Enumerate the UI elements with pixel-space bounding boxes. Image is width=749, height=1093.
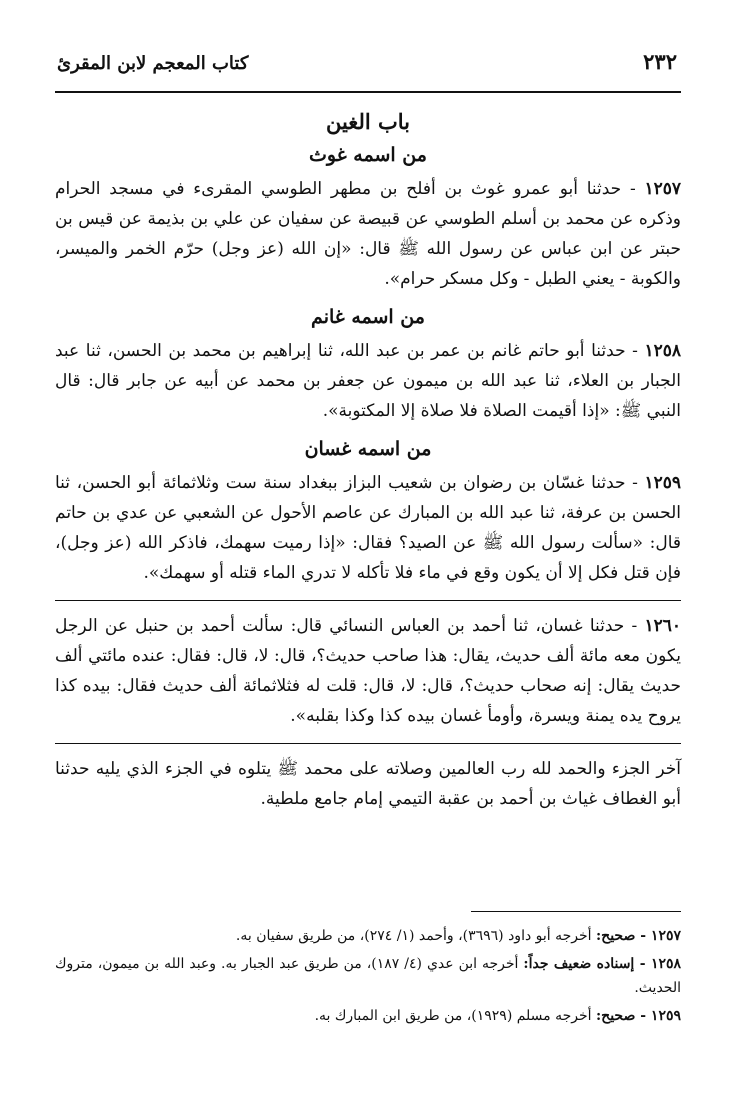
footnote-number: ١٢٥٨ (650, 956, 682, 972)
hadith-number: ١٢٥٨ (644, 341, 681, 361)
footnote-text: أخرجه أبو داود (٣٦٩٦)، وأحمد (١/ ٢٧٤)، من طريق سفيان به. (235, 928, 596, 944)
hadith-text: - حدثنا أبو حاتم غانم بن عمر بن عبد الله، ثنا إبراهيم بن محمد بن الحسن، ثنا عبد الجبار بن العلاء، ثنا عبد الله بن ميمون عن جعفر بن محمد عن أبيه عن جابر قال: قال النبي ﷺ: «إذا أقيمت الصلاة فلا صلاة إلا المكتوبة». (55, 341, 681, 421)
section-heading: من اسمه غانم (311, 306, 425, 328)
hadith-text: - حدثنا غسّان بن رضوان بن شعيب البزاز ببغداد سنة ست وثلاثمائة أبو الحسن، ثنا الحسن بن عرفة، ثنا عبد الله بن المبارك عن عاصم الأحول عن الشعبي عن عدي بن حاتم قال: «سألت رسول الله ﷺ عن الصيد؟ فقال: «إذا رميت سهمك، فاذكر الله (عز وجل)، فإن قتل فكل إلا أن يكون وقع في ماء فلا تأكله لا تدري الماء قتله أو سهمك». (55, 473, 681, 583)
footnote-item (55, 924, 681, 948)
hadith-number: ١٢٥٧ (644, 179, 681, 199)
page-number: ٢٣٢ (643, 49, 677, 74)
footnote-item (55, 952, 681, 1000)
footnote-item (55, 1004, 681, 1028)
section-divider (55, 743, 681, 744)
page-header (55, 45, 681, 93)
section-heading: من اسمه غوث (309, 144, 427, 166)
hadith-paragraph (55, 336, 681, 426)
footnotes (55, 911, 681, 1032)
hadith-text: - حدثنا غسان، ثنا أحمد بن العباس النسائي قال: سألت أحمد بن حنبل عن الرجل يكون معه مائة ألف حديث، يقال: هذا صاحب حديث؟، قال: لا، قال: فقال: عنده مائتي ألف حديث يقال: إنه صحاب حديث؟، قال: لا، قال: قلت له فثلاثمائة ألف حديث فقال: بيده كذا يروح يده يمنة ويسرة، وأومأ غسان بيده كذا وكذا بقلبه». (55, 616, 681, 726)
footnote-rule (471, 911, 681, 912)
footnote-text: أخرجه ابن عدي (٤/ ١٨٧)، من طريق عبد الجبار به. وعبد الله بن ميمون، متروك الحديث. (55, 956, 681, 996)
footnote-text: أخرجه مسلم (١٩٢٩)، من طريق ابن المبارك به. (314, 1008, 596, 1024)
footnote-grade: - صحيح: (596, 928, 651, 944)
footnote-number: ١٢٥٩ (650, 1008, 681, 1024)
hadith-number: ١٢٦٠ (644, 616, 681, 636)
footnote-number: ١٢٥٧ (650, 928, 681, 944)
hadith-paragraph (55, 174, 681, 294)
running-title: كتاب المعجم لابن المقرئ (57, 53, 249, 74)
hadith-number: ١٢٥٩ (644, 473, 681, 493)
hadith-paragraph (55, 468, 681, 588)
section-heading: من اسمه غسان (304, 438, 432, 460)
book-page (55, 45, 681, 1065)
footnote-grade: - إسناده ضعيف جداً: (523, 956, 651, 972)
closing-paragraph: آخر الجزء والحمد لله رب العالمين وصلاته على محمد ﷺ يتلوه في الجزء الذي يليه حدثنا أبو الغطاف غياث بن أحمد بن عقبة التيمي إمام جامع ملطية. (55, 759, 681, 809)
section-divider (55, 600, 681, 601)
footnote-grade: - صحيح: (596, 1008, 651, 1024)
hadith-paragraph (55, 611, 681, 731)
hadith-text: - حدثنا أبو عمرو غوث بن أفلح بن مطهر الطوسي المقرىء في مسجد الحرام وذكره عن محمد بن أسلم الطوسي عن قبيصة عن سفيان عن علي بن بذيمة عن قيس بن حبتر عن ابن عباس عن رسول الله ﷺ قال: «إن الله (عز وجل) حرّم الخمر والميسر، والكوبة - يعني الطبل - وكل مسكر حرام». (55, 179, 681, 289)
chapter-title: باب الغين (325, 109, 410, 134)
